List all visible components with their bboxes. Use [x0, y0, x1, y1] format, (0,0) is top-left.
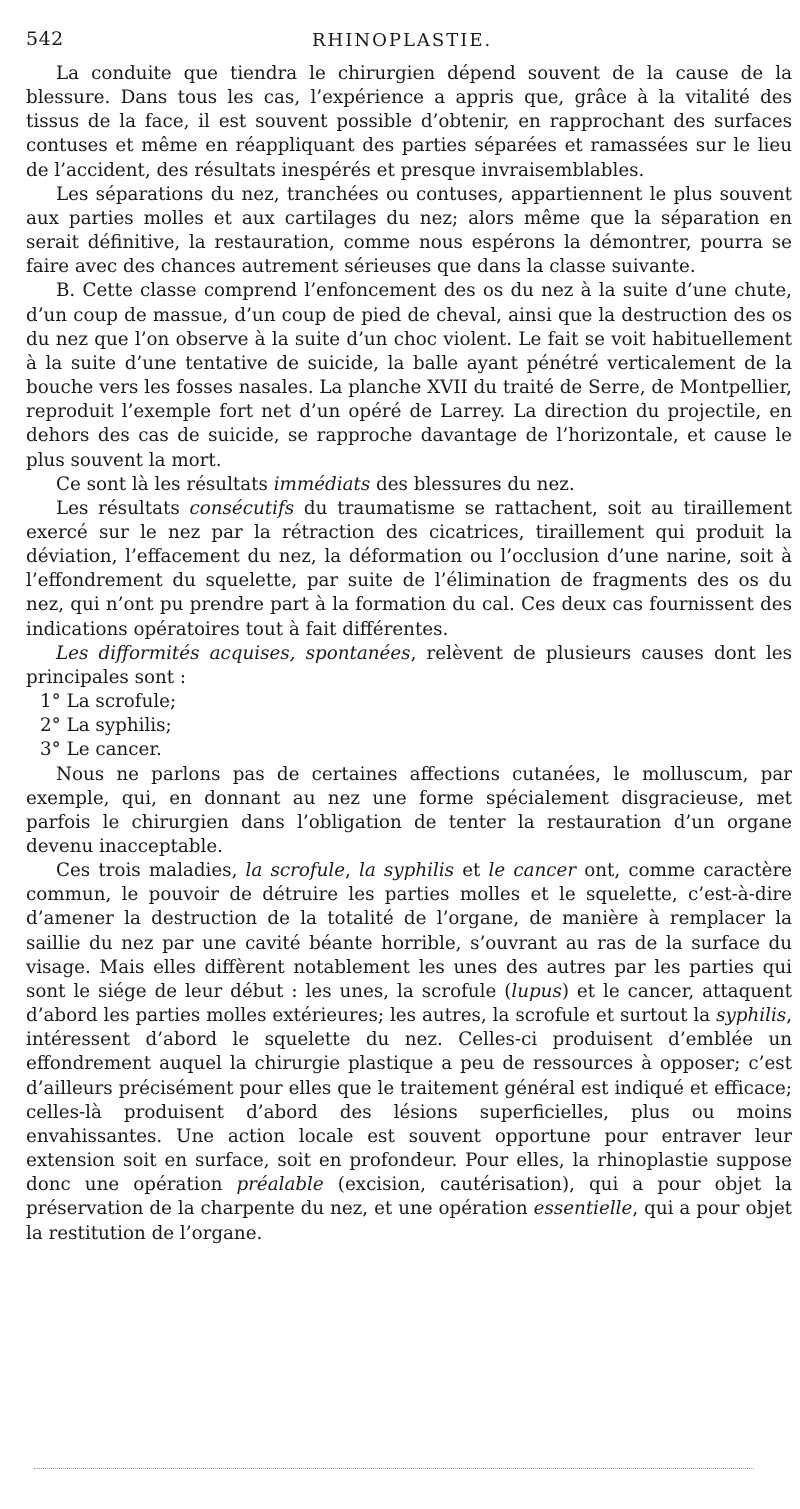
text-run: 3° Le cancer. [40, 739, 162, 761]
text-run: Les séparations du nez, tranchées ou contuses, appartiennent le plus souvent aux parties molles et aux cartilages du nez; alors même que la séparation en serait définitive, la restauration, comme nous espérons la démontrer, pourra se faire avec des chances autrement sérieuses que dans la classe suivante. [26, 183, 792, 278]
paragraph [26, 642, 792, 690]
page-header [26, 28, 792, 62]
footer-divider [34, 1468, 754, 1469]
text-run: des blessures du nez. [370, 473, 575, 495]
text-run: , relèvent de plusieurs causes dont les principales sont : [26, 642, 792, 688]
text-run: et [454, 860, 489, 882]
list-item [26, 714, 792, 738]
italic-text: le cancer [488, 860, 577, 882]
text-run: 1° La scrofule; [40, 691, 177, 713]
paragraph [26, 473, 792, 497]
text-run: Les résultats [56, 497, 190, 519]
text-run: , [345, 860, 360, 882]
paragraph [26, 859, 792, 1246]
italic-text: consécutifs [189, 497, 295, 519]
list-item [26, 690, 792, 714]
italic-text: lupus [511, 980, 562, 1002]
page-number: 542 [26, 28, 64, 50]
text-run: , qui a pour objet la restitution de l’organe. [26, 1198, 792, 1244]
text-run: Nous ne parlons pas de certaines affections cutanées, le molluscum, par exemple, qui, en donnant au nez une forme spécialement disgracieuse, met parfois le chirurgien dans l’obligation de tenter la restauration d’un organe devenu inacceptable. [26, 763, 792, 857]
italic-text: la syphilis [359, 860, 455, 882]
text-run: Ce sont là les résultats [56, 473, 274, 495]
italic-text: essentielle [533, 1198, 633, 1220]
running-title: RHINOPLASTIE. [312, 30, 493, 51]
text-run: La conduite que tiendra le chirurgien dépend souvent de la cause de la blessure. Dans tous les cas, l’expérience a appris que, grâce à la vitalité des tissus de la face, il est souvent possible d’obtenir, en rapprochant des surfaces contuses et même en réappliquant des parties séparées et ramassées sur le lieu de l’accident, des résultats inespérés et presque invraisemblables. [26, 63, 792, 181]
text-run: du traumatisme se rattachent, soit au tiraillement exercé sur le nez par la rétraction des cicatrices, tiraillement qui produit la déviation, l’effacement du nez, la déformation ou l’occlusion d’une narine, soit à l’effondrement du squelette, par suite de l’élimination de fragments des os du nez, qui n’ont pu prendre part à la formation du cal. Ces deux cas fournissent des indications opératoires tout à fait différentes. [26, 497, 792, 640]
text-run: , intéressent d’abord le squelette du nez. Celles-ci produisent d’emblée un effondrement auquel la chirurgie plastique a peu de ressources à opposer; c’est d’ailleurs précisément pour elles que le traitement général est indiqué et efficace; celles-là produisent d’abord des lésions superficielles, plus ou moins envahissantes. Une action locale est souvent opportune pour entraver leur extension soit en surface, soit en profondeur. Pour elles, la rhinoplastie suppose donc une opération [26, 1005, 792, 1196]
text-run: B. Cette classe comprend l’enfoncement des os du nez à la suite d’une chute, d’un coup de massue, d’un coup de pied de cheval, ainsi que la destruction des os du nez que l’on observe à la suite d’un choc violent. Le fait se voit habituellement à la suite d’une tentative de suicide, la balle ayant pénétré verticalement de la bouche vers les fosses nasales. La planche XVII du traité de Serre, de Montpellier, reproduit l’exemple fort net d’un opéré de Larrey. La direction du projectile, en dehors des cas de suicide, se rapproche davantage de l’horizontale, et cause le plus souvent la mort. [26, 280, 792, 471]
italic-text: syphilis [716, 1005, 787, 1027]
paragraph [26, 62, 792, 183]
paragraph [26, 763, 792, 860]
text-run: ) et le cancer, attaquent d’abord les parties molles extérieures; les autres, la scrofule et surtout la [26, 980, 792, 1027]
italic-text: préalable [236, 1174, 324, 1196]
italic-text: la scrofule [245, 860, 346, 882]
italic-text: Les difformités acquises, spontanées [56, 642, 411, 664]
text-run: Ces trois maladies, [56, 860, 246, 882]
text-run: ont, comme caractère commun, le pouvoir de détruire les parties molles et le squelette, c’est-à-dire d’amener la destruction de la totalité de l’organe, de manière à remplacer la saillie du nez par une cavité béante horrible, s’ouvrant au ras de la surface du visage. Mais elles diffèrent notablement les unes des autres par les parties qui sont le siége de leur début : les unes, la scrofule ( [26, 860, 792, 1002]
paragraph [26, 183, 792, 280]
book-page [26, 28, 792, 1246]
paragraph [26, 279, 792, 472]
text-run: 2° La syphilis; [40, 715, 172, 737]
list-item [26, 738, 792, 762]
text-run: (excision, cautérisation), qui a pour objet la préservation de la charpente du nez, et une opération [26, 1174, 792, 1220]
body-text [26, 62, 792, 1246]
paragraph [26, 497, 792, 642]
italic-text: immédiats [273, 473, 371, 495]
